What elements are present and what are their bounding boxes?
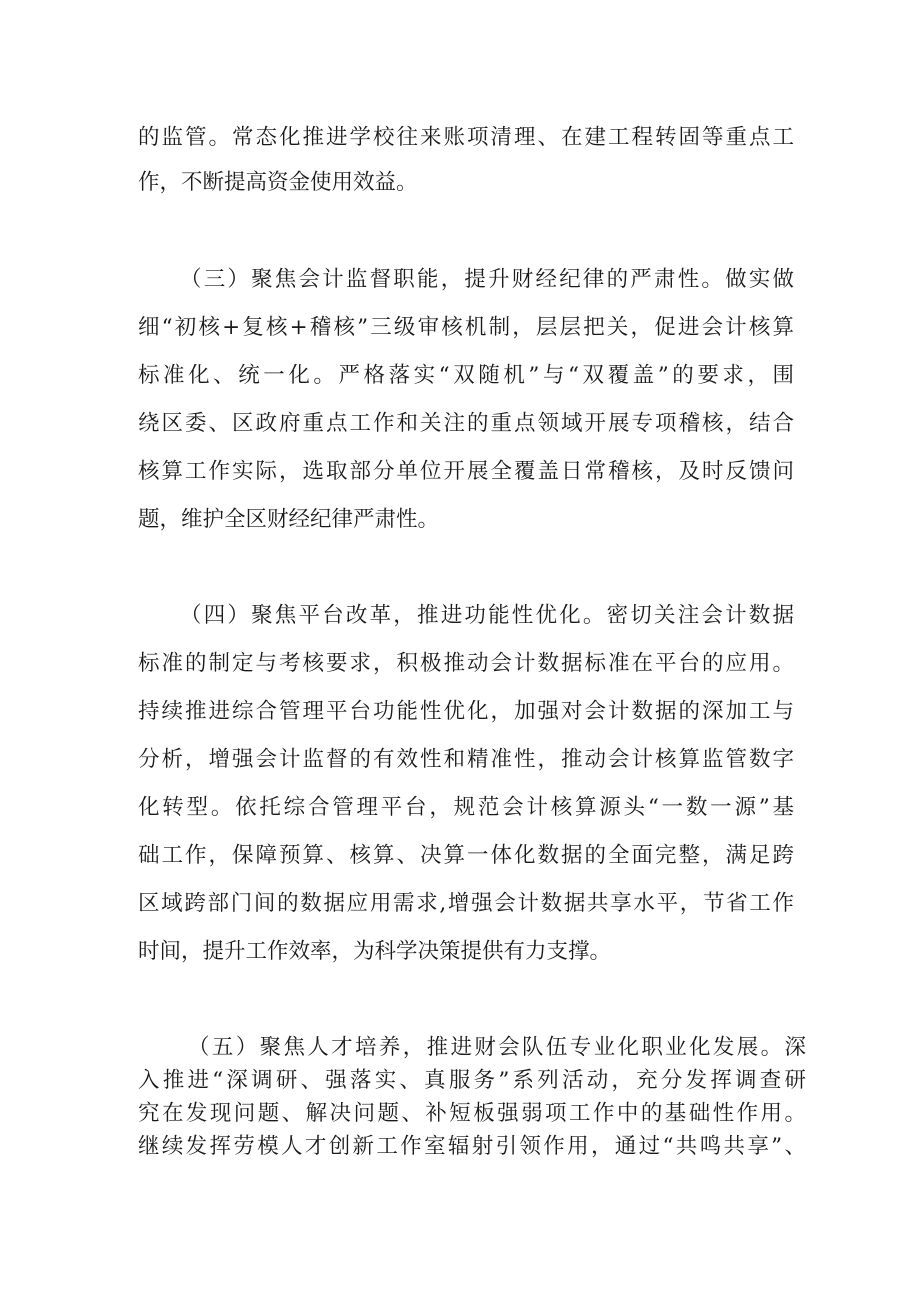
text-line: 绕区委、区政府重点工作和关注的重点领域开展专项稽核，结合 — [138, 411, 794, 436]
text-line: 分析，增强会计监督的有效性和精准性，推动会计核算监管数字 — [138, 747, 794, 772]
text-line: 核算工作实际，选取部分单位开展全覆盖日常稽核，及时反馈问 — [138, 459, 794, 484]
section-5-heading-line: （五）聚焦人才培养，推进财会队伍专业化职业化发展。深 — [188, 1035, 806, 1060]
text-line: 础工作，保障预算、核算、决算一体化数据的全面完整，满足跨 — [138, 843, 794, 868]
text-line: 继续发挥劳模人才创新工作室辐射引领作用，通过“共鸣共享”、 — [138, 1134, 806, 1159]
section-3-heading-line: （三）聚焦会计监督职能，提升财经纪律的严肃性。做实做 — [180, 267, 794, 292]
section-4-heading-line: （四）聚焦平台改革，推进功能性优化。密切关注会计数据 — [180, 603, 794, 628]
text-line: 入推进“深调研、强落实、真服务”系列活动，充分发挥调查研 — [138, 1068, 806, 1093]
text-line: 标准的制定与考核要求，积极推动会计数据标准在平台的应用。 — [138, 651, 794, 676]
text-line: 持续推进综合管理平台功能性优化，加强对会计数据的深加工与 — [138, 699, 794, 724]
text-line: 化转型。依托综合管理平台，规范会计核算源头“一数一源”基 — [138, 795, 794, 820]
text-line: 时间，提升工作效率，为科学决策提供有力支撑。 — [138, 939, 612, 964]
text-line: 区域跨部门间的数据应用需求,增强会计数据共享水平，节省工作 — [138, 891, 794, 916]
text-line: 作，不断提高资金使用效益。 — [138, 170, 418, 195]
text-line: 的监管。常态化推进学校往来账项清理、在建工程转固等重点工 — [138, 125, 794, 150]
text-line: 标准化、统一化。严格落实“双随机”与“双覆盖”的要求，围 — [138, 363, 794, 388]
text-line: 究在发现问题、解决问题、补短板强弱项工作中的基础性作用。 — [138, 1101, 806, 1126]
text-line: 细“初核+复核+稽核”三级审核机制，层层把关，促进会计核算 — [138, 315, 794, 340]
text-line: 题，维护全区财经纪律严肃性。 — [138, 507, 440, 532]
